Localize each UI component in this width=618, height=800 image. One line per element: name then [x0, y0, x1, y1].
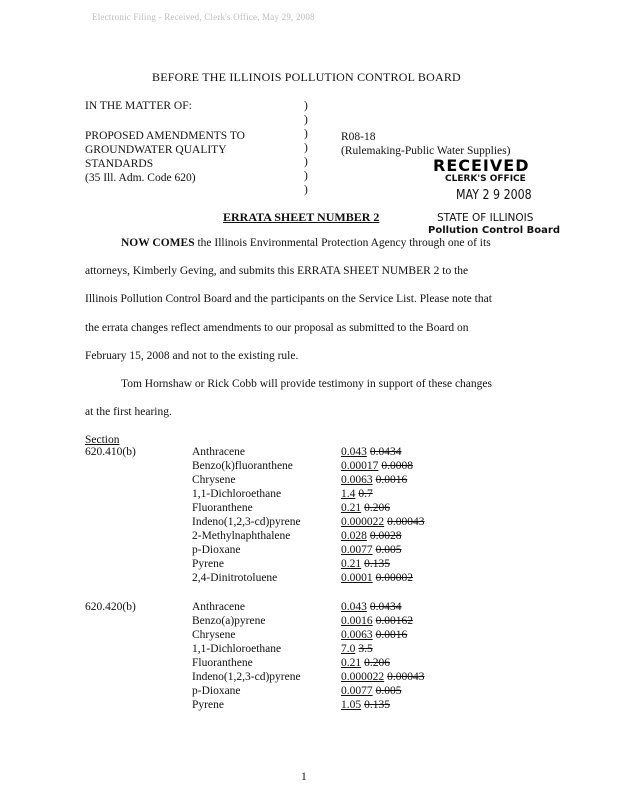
- old-value: 0.0028: [369, 530, 402, 542]
- standard-value: [341, 601, 402, 614]
- body-line-rest: the Illinois Environmental Protection Agency through one of its: [194, 237, 491, 249]
- body-line: [121, 237, 491, 250]
- chemical-name: Chrysene: [192, 474, 236, 486]
- section-label: 620.420(b): [85, 601, 136, 613]
- old-value: 0.00043: [387, 671, 425, 683]
- chemical-name: Anthracene: [192, 446, 245, 458]
- chemical-name: Pyrene: [192, 699, 224, 711]
- new-value: 0.0001: [341, 572, 373, 584]
- page-number: 1: [301, 771, 307, 783]
- left-margin: [0, 0, 80, 800]
- new-value: 0.0063: [341, 474, 373, 486]
- chemical-name: 1,1-Dichloroethane: [192, 488, 282, 500]
- standard-value: [341, 502, 390, 515]
- old-value: 0.135: [364, 699, 390, 711]
- standard-value: [341, 474, 407, 487]
- caption-line: GROUNDWATER QUALITY: [85, 144, 227, 156]
- chemical-name: Indeno(1,2,3-cd)pyrene: [192, 671, 301, 683]
- caption-paren: ): [304, 128, 308, 140]
- stamp-date: MAY 2 9 2008: [456, 188, 532, 203]
- document-page: [80, 26, 561, 788]
- new-value: 0.0063: [341, 629, 373, 641]
- standard-value: [341, 629, 407, 642]
- new-value: 0.043: [341, 601, 367, 613]
- new-value: 0.0077: [341, 685, 373, 697]
- new-value: 0.000022: [341, 516, 385, 528]
- standard-value: [341, 544, 402, 557]
- new-value: 0.043: [341, 446, 367, 458]
- chemical-name: Chrysene: [192, 629, 236, 641]
- chemical-name: Benzo(k)fluoranthene: [192, 460, 293, 472]
- old-value: 0.0434: [369, 601, 402, 613]
- chemical-name: Anthracene: [192, 601, 245, 613]
- caption-line: (35 Ill. Adm. Code 620): [85, 172, 196, 184]
- standard-value: [341, 699, 390, 712]
- stamp-board: Pollution Control Board: [428, 225, 561, 236]
- standard-value: [341, 530, 402, 543]
- body-line: Tom Hornshaw or Rick Cobb will provide testimony in support of these changes: [121, 378, 492, 390]
- caption-line: STANDARDS: [85, 158, 154, 170]
- standard-value: [341, 671, 425, 684]
- old-value: 0.7: [358, 488, 373, 500]
- chemical-name: Pyrene: [192, 558, 224, 570]
- old-value: 0.206: [364, 502, 390, 514]
- stamp-received: RECEIVED: [433, 156, 530, 175]
- chemical-name: Indeno(1,2,3-cd)pyrene: [192, 516, 301, 528]
- section-label: 620.410(b): [85, 446, 136, 458]
- old-value: 0.00043: [387, 516, 425, 528]
- chemical-name: Benzo(a)pyrene: [192, 615, 266, 627]
- standard-value: [341, 643, 373, 656]
- old-value: 3.5: [358, 643, 373, 655]
- caption-paren: ): [304, 142, 308, 154]
- chemical-name: 2,4-Dinitrotoluene: [192, 572, 278, 584]
- body-line: at the first hearing.: [85, 406, 172, 418]
- new-value: 7.0: [341, 643, 356, 655]
- new-value: 1.05: [341, 699, 362, 711]
- new-value: 0.000022: [341, 671, 385, 683]
- caption-paren: ): [304, 156, 308, 168]
- standard-value: [341, 460, 413, 473]
- caption-paren: ): [304, 184, 308, 196]
- old-value: 0.0016: [375, 474, 408, 486]
- standard-value: [341, 488, 373, 501]
- old-value: 0.0434: [369, 446, 402, 458]
- caption-paren: ): [304, 170, 308, 182]
- body-line: Illinois Pollution Control Board and the participants on the Service List. Please note that: [85, 293, 492, 305]
- new-value: 1.4: [341, 488, 356, 500]
- body-line: attorneys, Kimberly Geving, and submits this ERRATA SHEET NUMBER 2 to the: [85, 265, 469, 277]
- old-value: 0.005: [375, 685, 402, 697]
- errata-title: ERRATA SHEET NUMBER 2: [223, 210, 380, 224]
- old-value: 0.135: [364, 558, 390, 570]
- old-value: 0.00162: [375, 615, 413, 627]
- new-value: 0.21: [341, 657, 362, 669]
- new-value: 0.21: [341, 502, 362, 514]
- old-value: 0.206: [364, 657, 390, 669]
- chemical-name: Fluoranthene: [192, 657, 253, 669]
- chemical-name: p-Dioxane: [192, 544, 241, 556]
- chemical-name: 2-Methylnaphthalene: [192, 530, 291, 542]
- docket-number: R08-18: [341, 131, 376, 143]
- new-value: 0.0016: [341, 615, 373, 627]
- chemical-name: Fluoranthene: [192, 502, 253, 514]
- now-comes: NOW COMES: [121, 237, 195, 249]
- old-value: 0.0008: [381, 460, 413, 472]
- rulemaking-type: (Rulemaking-Public Water Supplies): [341, 145, 511, 157]
- standard-value: [341, 657, 390, 670]
- filing-header: Electronic Filing - Received, Clerk's Office, May 29, 2008: [92, 12, 315, 22]
- standard-value: [341, 685, 402, 698]
- new-value: 0.028: [341, 530, 367, 542]
- chemical-name: p-Dioxane: [192, 685, 241, 697]
- stamp-clerk-office: CLERK'S OFFICE: [445, 174, 526, 184]
- chemical-name: 1,1-Dichloroethane: [192, 643, 282, 655]
- old-value: 0.0016: [375, 629, 408, 641]
- standard-value: [341, 558, 390, 571]
- caption-line: IN THE MATTER OF:: [85, 100, 192, 112]
- standard-value: [341, 446, 402, 459]
- right-margin: [543, 0, 618, 800]
- standard-value: [341, 572, 413, 585]
- new-value: 0.0077: [341, 544, 373, 556]
- old-value: 0.005: [375, 544, 402, 556]
- stamp-state: STATE OF ILLINOIS: [437, 212, 534, 224]
- standard-value: [341, 615, 413, 628]
- standard-value: [341, 516, 425, 529]
- caption-line: PROPOSED AMENDMENTS TO: [85, 130, 245, 142]
- body-line: February 15, 2008 and not to the existing rule.: [85, 350, 299, 362]
- new-value: 0.21: [341, 558, 362, 570]
- document-title: BEFORE THE ILLINOIS POLLUTION CONTROL BOARD: [152, 70, 461, 84]
- section-heading: Section: [85, 434, 120, 446]
- old-value: 0.00002: [375, 572, 413, 584]
- new-value: 0.00017: [341, 460, 379, 472]
- caption-paren: ): [304, 114, 308, 126]
- caption-paren: ): [304, 100, 308, 112]
- body-line: the errata changes reflect amendments to our proposal as submitted to the Board on: [85, 322, 469, 334]
